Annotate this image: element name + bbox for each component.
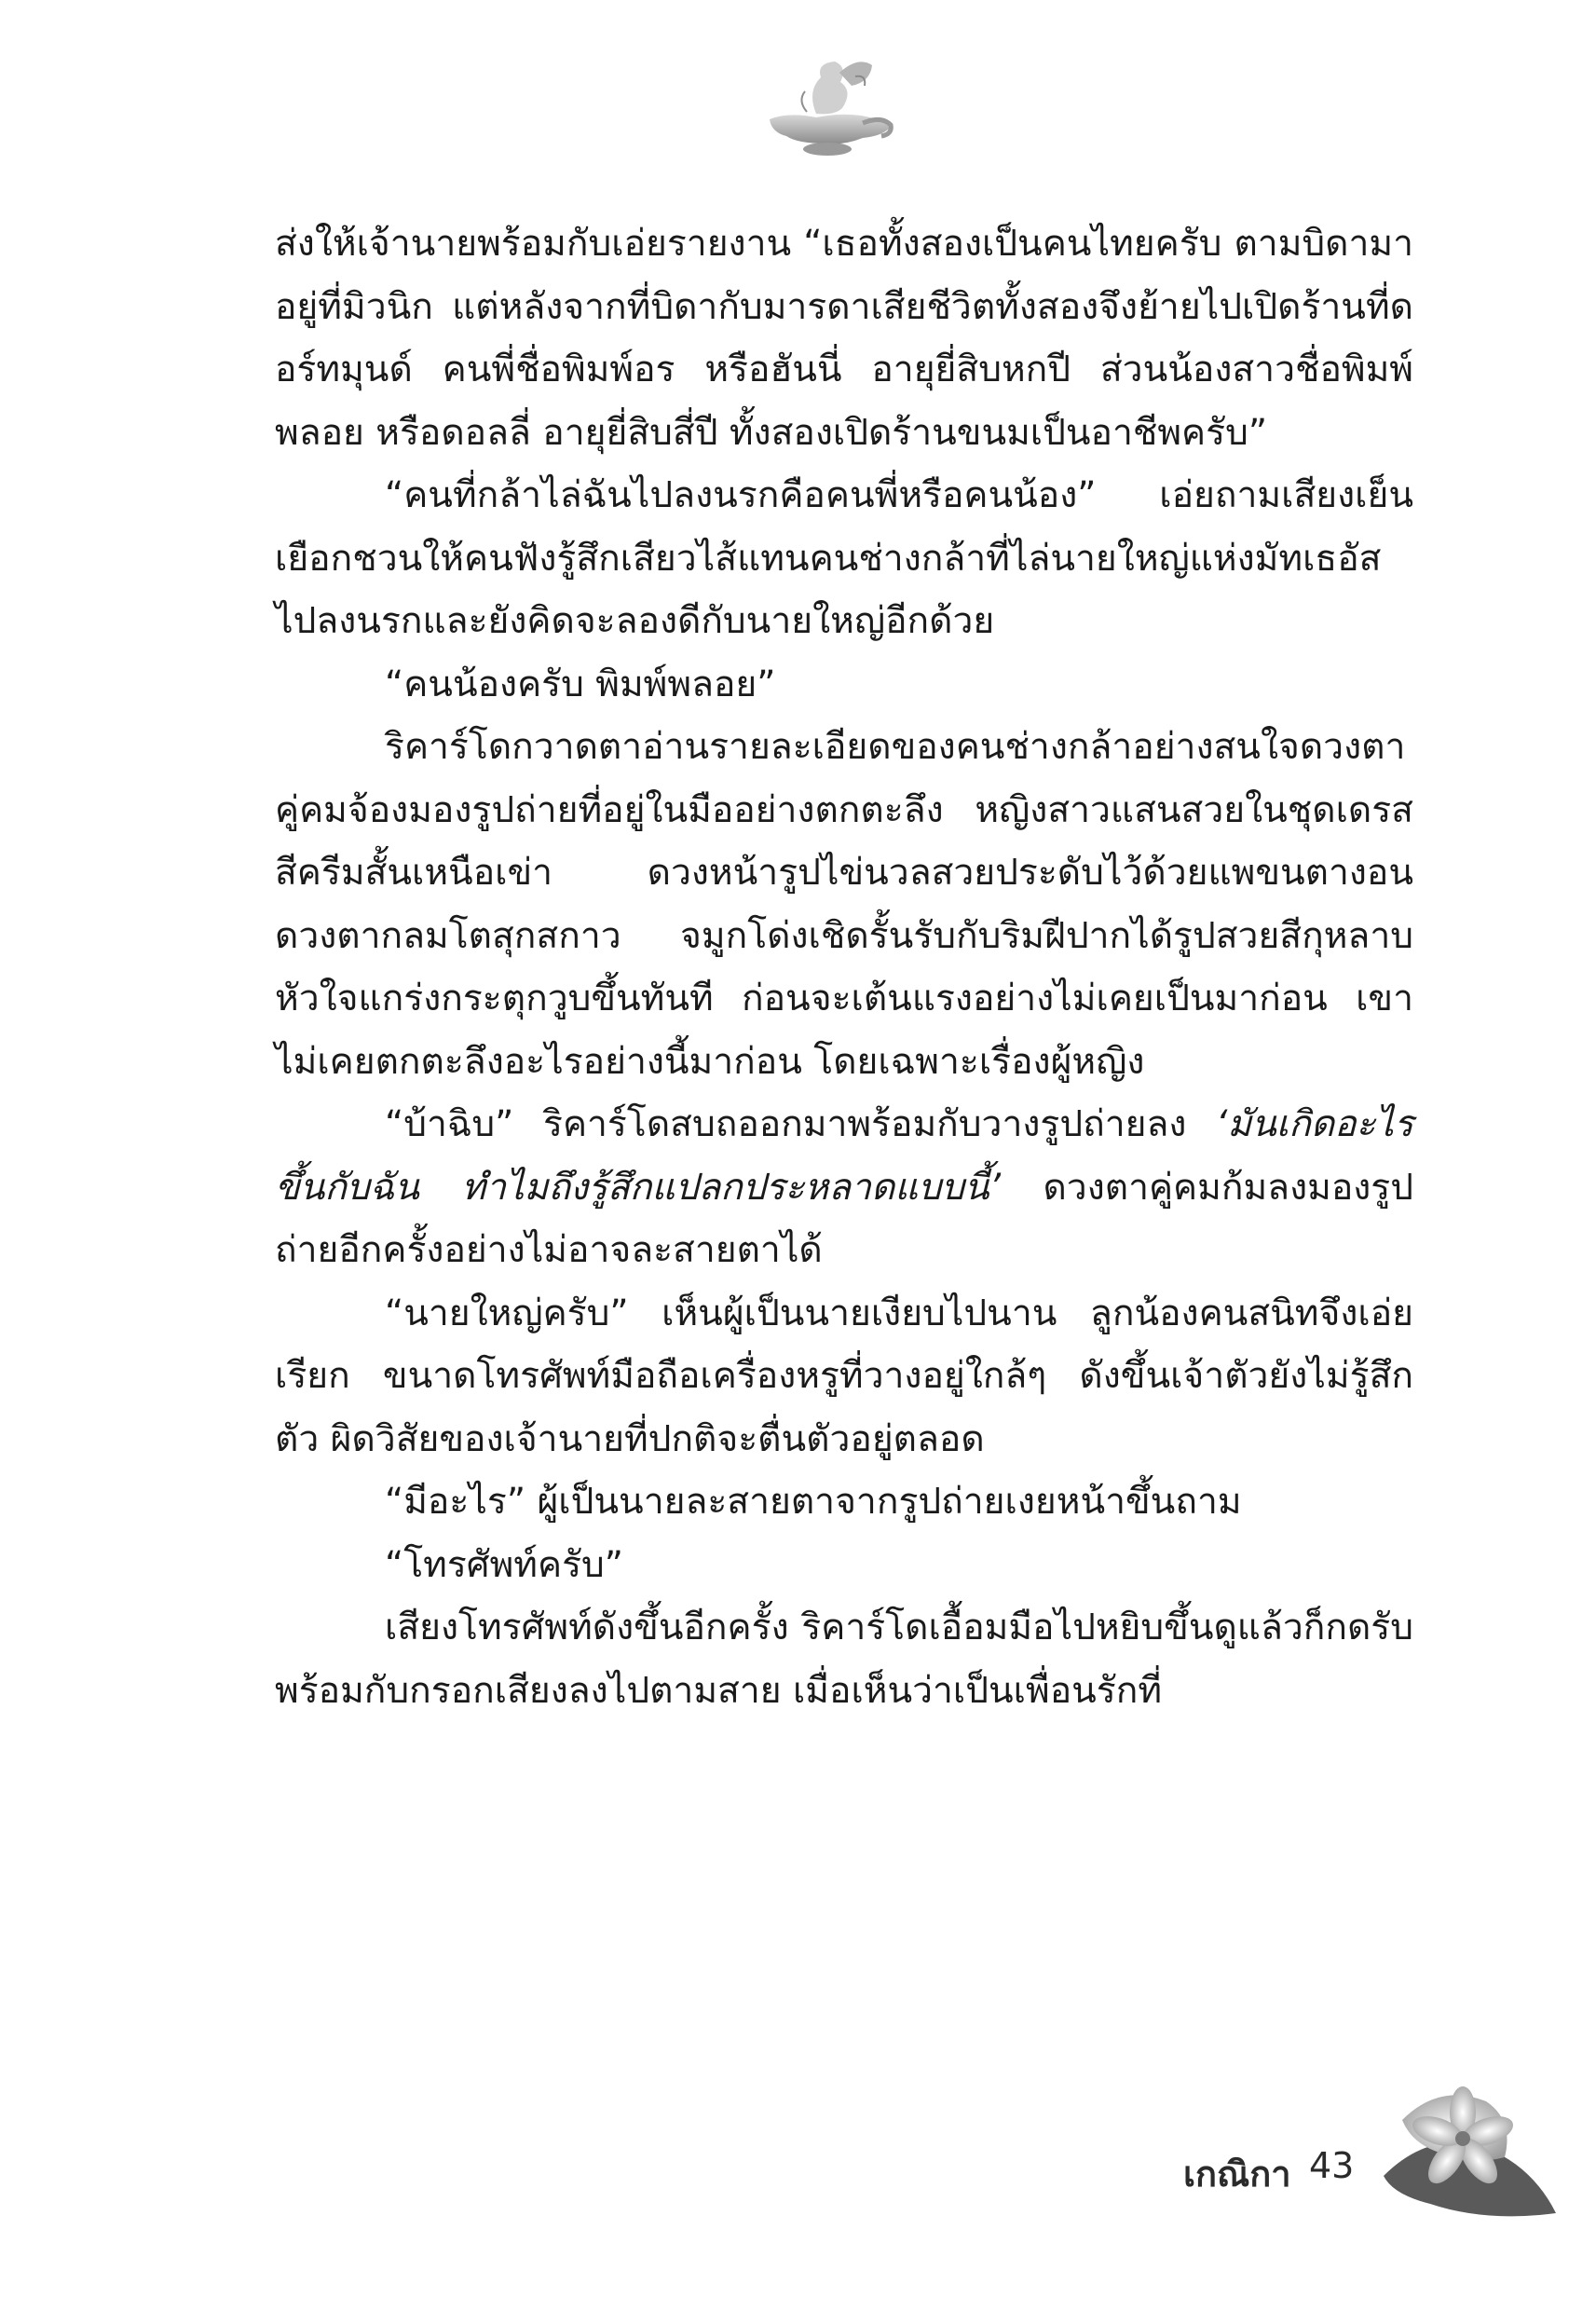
paragraph: “โทรศัพท์ครับ”	[385, 1543, 623, 1586]
paragraph-text: ดวงตาคู่คมก้มลงมองรูปถ่ายอีกครั้งอย่างไม่อาจละสายตาได้	[275, 1166, 1413, 1271]
page-body	[275, 212, 1413, 1722]
paragraph: “มีอะไร” ผู้เป็นนายละสายตาจากรูปถ่ายเงยหน้าขึ้นถาม	[385, 1481, 1242, 1523]
paragraph: “นายใหญ่ครับ” เห็นผู้เป็นนายเงียบไปนาน ลูกน้องคนสนิทจึงเอ่ยเรียก ขนาดโทรศัพท์มือถือเครื่องหรูที่วางอยู่ใกล้ๆ ดังขึ้นเจ้าตัวยังไม่รู้สึกตัว ผิดวิสัยของเจ้านายที่ปกติจะตื่นตัวอยู่ตลอด	[275, 1292, 1413, 1460]
paragraph: เสียงโทรศัพท์ดังขึ้นอีกครั้ง ริคาร์โดเอื้อมมือไปหยิบขึ้นดูแล้วก็กดรับพร้อมกับกรอกเสียงลงไปตามสาย เมื่อเห็นว่าเป็นเพื่อนรักที่	[275, 1607, 1413, 1712]
page-number: 43	[1309, 2145, 1355, 2186]
paragraph	[275, 1093, 1413, 1282]
paragraph-text: “บ้าฉิบ” ริคาร์โดสบถออกมาพร้อมกับวางรูปถ่ายลง	[385, 1103, 1217, 1145]
paragraph: ริคาร์โดกวาดตาอ่านรายละเอียดของคนช่างกล้าอย่างสนใจดวงตาคู่คมจ้องมองรูปถ่ายที่อยู่ในมืออย่างตกตะลึง หญิงสาวแสนสวยในชุดเดรสสีครีมสั้นเหนือเข่า ดวงหน้ารูปไข่นวลสวยประดับไว้ด้วยแพขนตางอน ดวงตากลมโตสุกสกาว จมูกโด่งเชิดรั้นรับกับริมฝีปากได้รูปสวยสีกุหลาบ หัวใจแกร่งกระตุกวูบขึ้นทันที ก่อนจะเต้นแรงอย่างไม่เคยเป็นมาก่อน เขาไม่เคยตกตะลึงอะไรอย่างนี้มาก่อน โดยเฉพาะเรื่องผู้หญิง	[275, 726, 1413, 1083]
frangipani-flower-icon	[1374, 2064, 1561, 2222]
paragraph: “คนที่กล้าไล่ฉันไปลงนรกคือคนพี่หรือคนน้อง” เอ่ยถามเสียงเย็นเยือกชวนให้คนฟังรู้สึกเสียวไส้แทนคนช่างกล้าที่ไล่นายใหญ่แห่งมัทเธอัสไปลงนรกและยังคิดจะลองดีกับนายใหญ่อีกด้วย	[275, 474, 1413, 642]
running-footer-title: เกณิกา	[1183, 2154, 1291, 2195]
paragraph: “คนน้องครับ พิมพ์พลอย”	[385, 663, 776, 705]
paragraph: ส่งให้เจ้านายพร้อมกับเอ่ยรายงาน “เธอทั้งสองเป็นคนไทยครับ ตามบิดามาอยู่ที่มิวนิก แต่หลังจากที่บิดากับมารดาเสียชีวิตทั้งสองจึงย้ายไปเปิดร้านที่ดอร์ทมุนด์ คนพี่ชื่อพิมพ์อร หรือฮันนี่ อายุยี่สิบหกปี ส่วนน้องสาวชื่อพิมพ์พลอย หรือดอลลี่ อายุยี่สิบสี่ปี ทั้งสองเปิดร้านขนมเป็นอาชีพครับ”	[275, 223, 1413, 454]
inner-thought-italic: ‘มันเกิดอะไรขึ้นกับฉัน ทำไมถึงรู้สึกแปลกประหลาดแบบนี้’	[275, 1103, 1413, 1209]
genie-lamp-icon	[751, 54, 900, 166]
